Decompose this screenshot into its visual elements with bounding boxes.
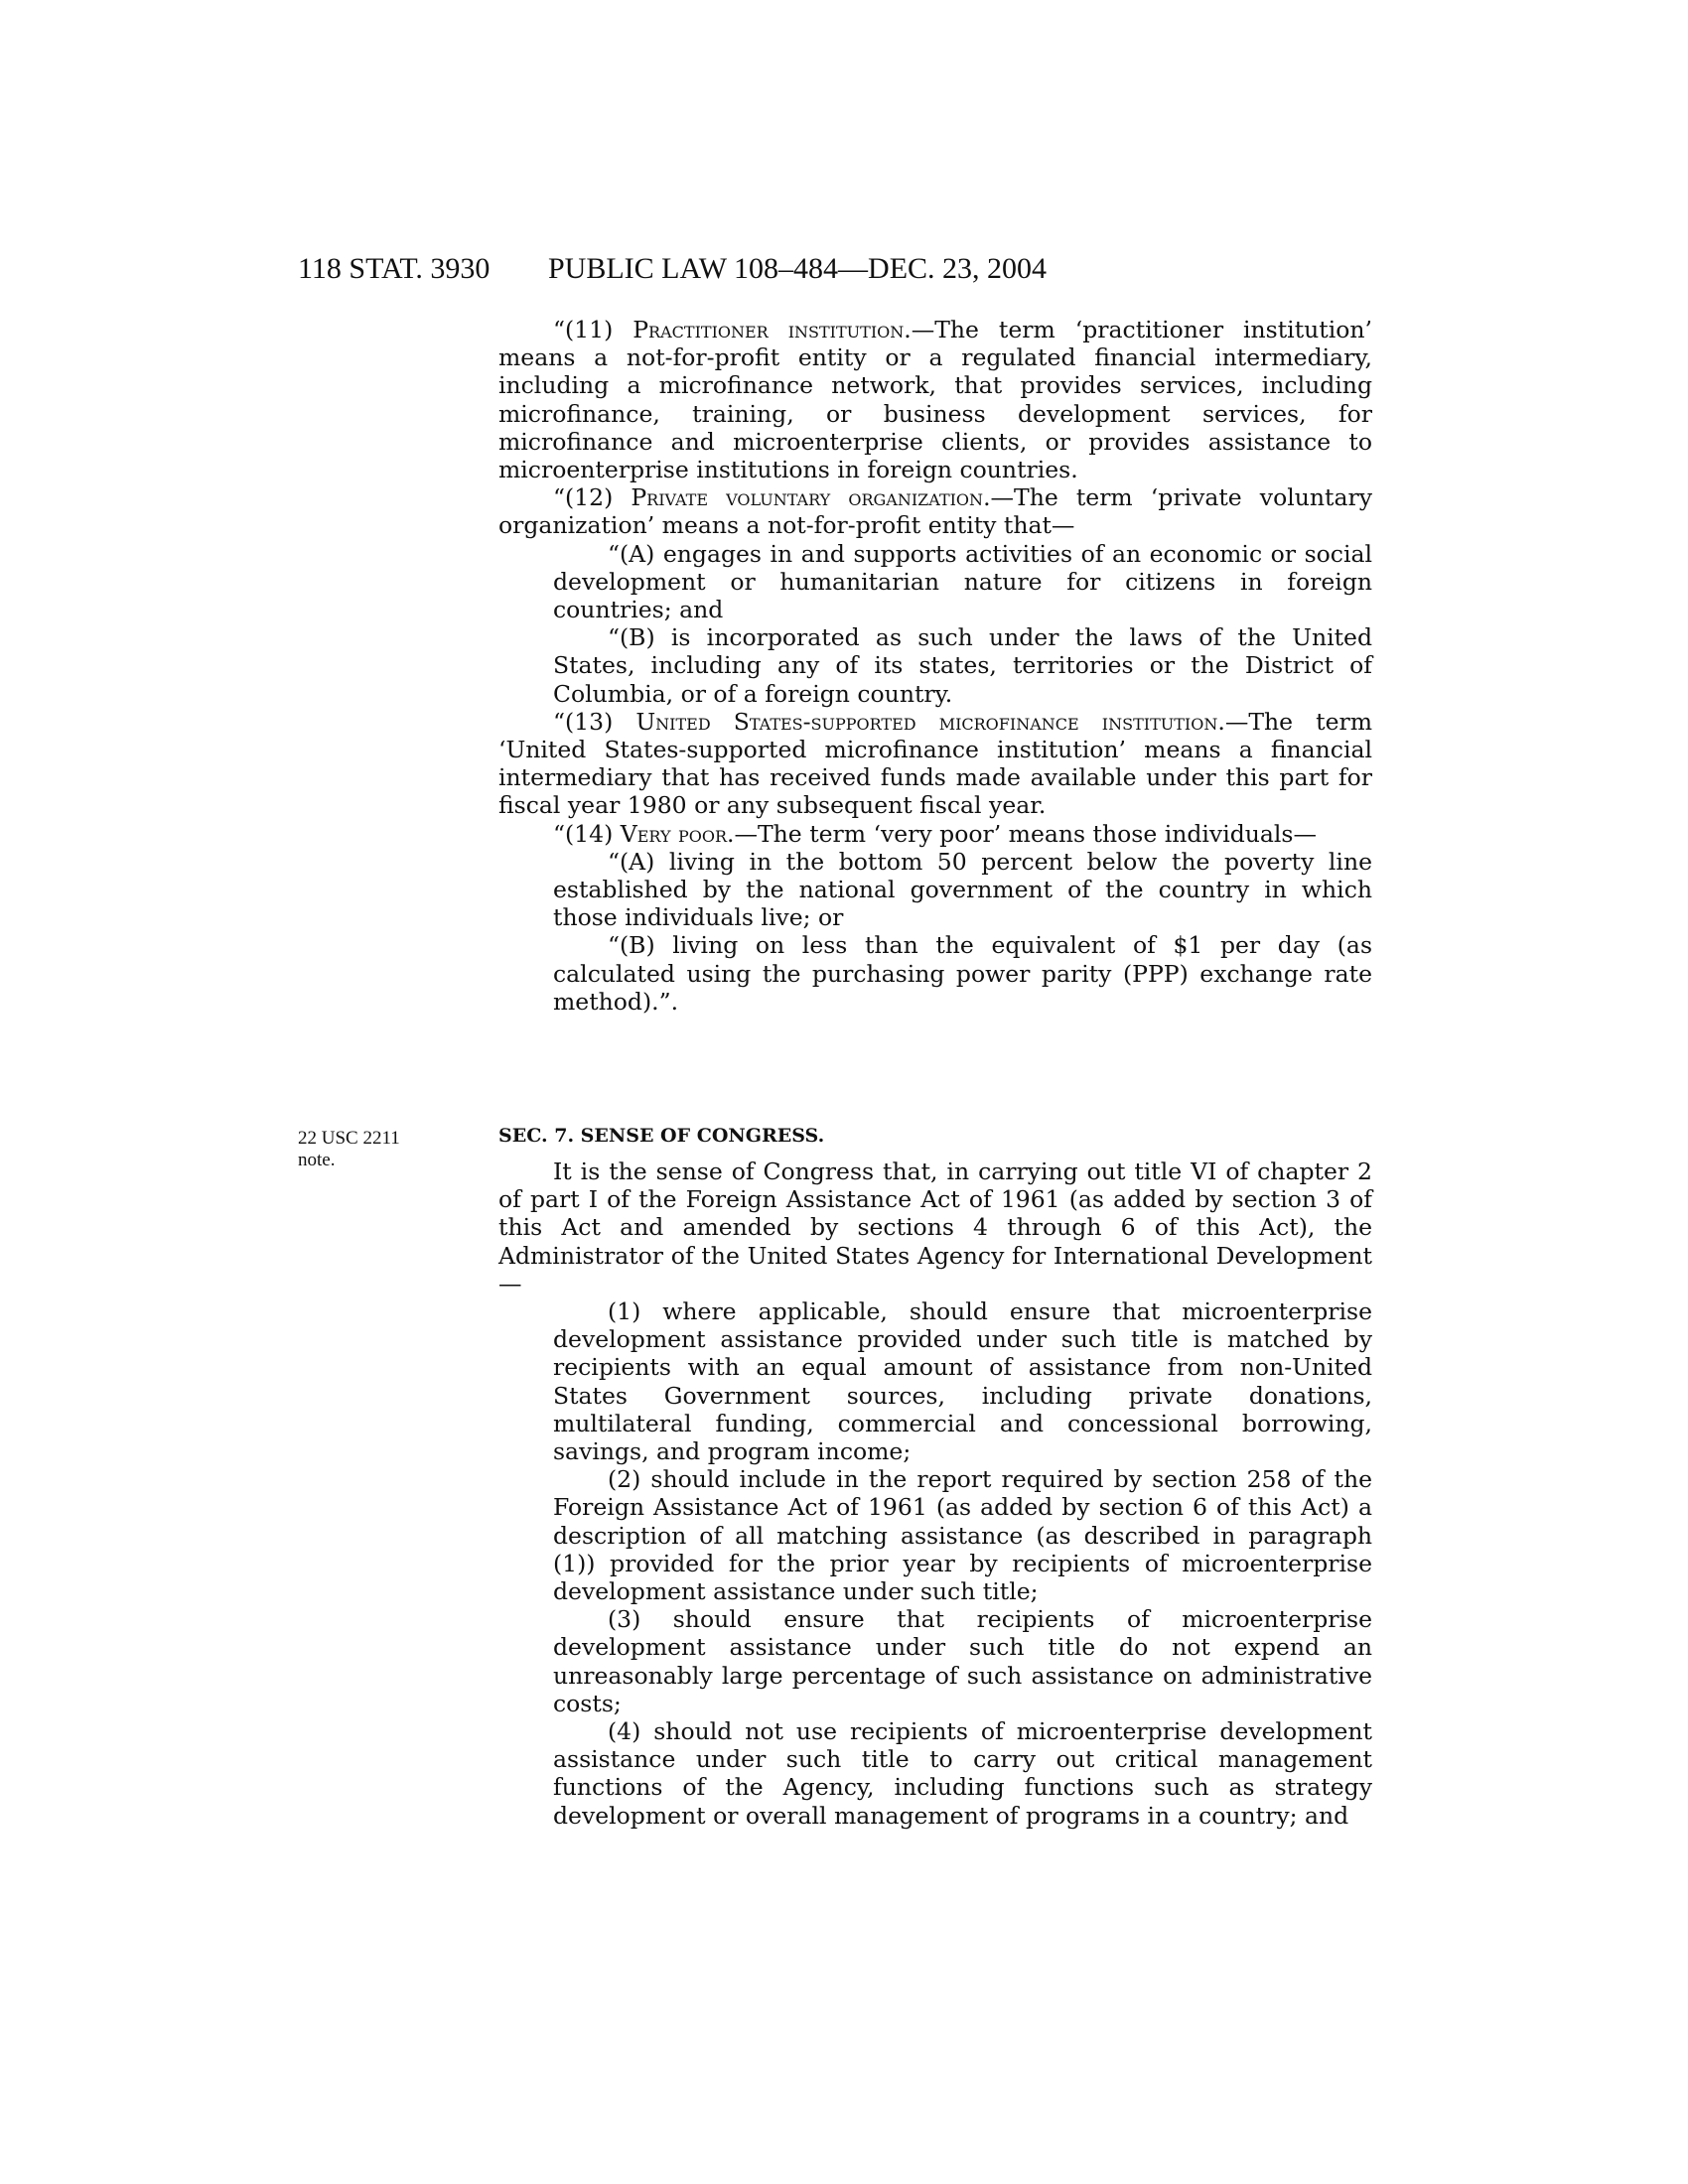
section-7-item-2: (2) should include in the report required by section 258 of the Foreign Assistance Act of 1961 (as added by section 6 of this Act) a description of all matching assistance (as described in paragraph (1)) provided for the prior year by recipients of microenterprise development assistance under such title;: [553, 1465, 1372, 1606]
definition-14-term: Very poor: [620, 819, 728, 848]
statute-page-number: 118 STAT. 3930: [298, 252, 491, 285]
definition-14-b: “(B) living on less than the equivalent of $1 per day (as calculated using the purchasing power parity (PPP) exchange rate method).”.: [553, 931, 1372, 1016]
definition-13-text: .—The term ‘United States-supported microfinance institution’ means a financial intermediary that has received funds made available under this part for fiscal year 1980 or any subsequent fiscal year.: [498, 707, 1372, 820]
page-header: [298, 252, 1390, 292]
definition-12-number: “(12): [553, 483, 632, 512]
section-7-item-1: (1) where applicable, should ensure that microenterprise development assistance provided under such title is matched by recipients with an equal amount of assistance from non-United States Government sources, including private donations, multilateral funding, commercial and concessional borrowing, savings, and program income;: [553, 1297, 1372, 1466]
definition-14-number: “(14): [553, 819, 621, 848]
section-7: [498, 1122, 1372, 1830]
definition-13: [498, 708, 1372, 820]
section-7-item-3: (3) should ensure that recipients of microenterprise development assistance under such title do not expend an unreasonably large percentage of such assistance on administrative costs;: [553, 1605, 1372, 1717]
definitions-section: [498, 316, 1372, 1016]
section-7-item-4: (4) should not use recipients of microenterprise development assistance under such title to carry out critical management functions of the Agency, including functions such as strategy development or overall management of programs in a country; and: [553, 1717, 1372, 1830]
definition-12-text: .—The term ‘private voluntary organization’ means a not-for-profit entity that—: [498, 483, 1372, 540]
margin-citation-note-label: note.: [298, 1150, 336, 1170]
definition-12: [498, 483, 1372, 539]
definition-12-a: “(A) engages in and supports activities of an economic or social development or humanitarian nature for citizens in foreign countries; and: [553, 539, 1372, 624]
definition-12-b: “(B) is incorporated as such under the laws of the United States, including any of its states, territories or the District of Columbia, or of a foreign country.: [553, 623, 1372, 708]
definition-11-number: “(11): [553, 316, 633, 343]
definition-14: [498, 820, 1372, 848]
definition-11-term: Practitioner institution: [633, 316, 905, 343]
definition-14-text: .—The term ‘very poor’ means those individuals—: [727, 819, 1317, 848]
section-7-intro: It is the sense of Congress that, in carrying out title VI of chapter 2 of part I of the Foreign Assistance Act of 1961 (as added by section 3 of this Act and amended by sections 4 through 6 of this Act), the Administrator of the United States Agency for International Development—: [498, 1158, 1372, 1297]
definition-13-number: “(13): [553, 707, 636, 736]
section-heading: SEC. 7. SENSE OF CONGRESS.: [498, 1125, 825, 1147]
margin-citation-note: [298, 1128, 437, 1171]
margin-citation-line: 22 USC 2211: [298, 1128, 400, 1149]
definition-12-term: Private voluntary organization: [631, 483, 984, 512]
definition-13-term: United States-supported microfinance institution: [635, 707, 1218, 736]
public-law-title: PUBLIC LAW 108–484—DEC. 23, 2004: [548, 252, 1048, 285]
definition-11-text: .—The term ‘practitioner institution’ means a not-for-profit entity or a regulated financial intermediary, including a microfinance network, that provides services, including microfinance, training, or business development services, for microfinance and microenterprise clients, or provides assistance to microenterprise institutions in foreign countries.: [498, 316, 1372, 484]
definition-14-a: “(A) living in the bottom 50 percent below the poverty line established by the national government of the country in which those individuals live; or: [553, 847, 1372, 932]
definition-11: [498, 316, 1372, 483]
